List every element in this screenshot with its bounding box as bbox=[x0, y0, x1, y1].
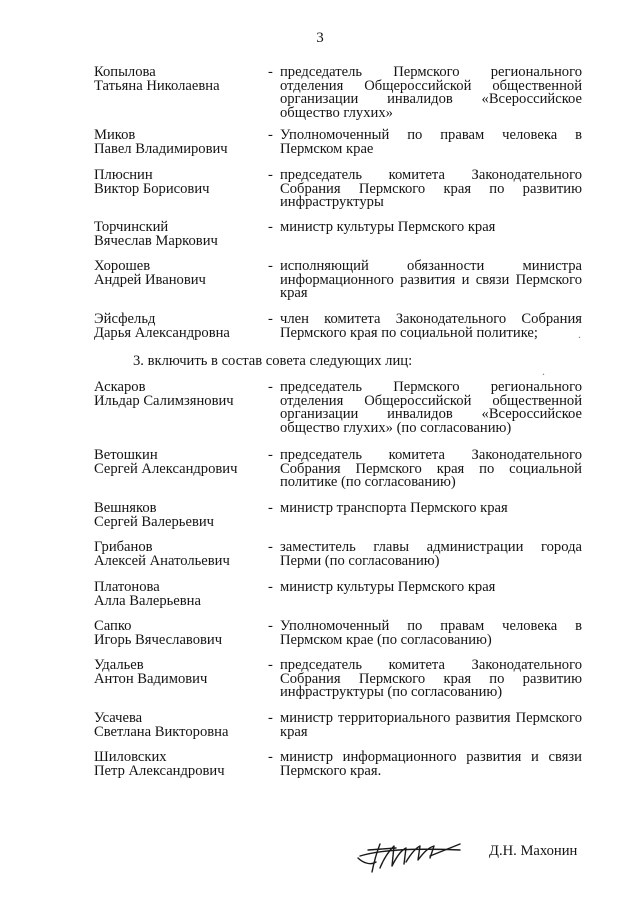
member-name bbox=[94, 659, 274, 686]
member-surname: Усачева bbox=[94, 710, 143, 726]
member-role: заместитель главы администрации города Перми (по согласованию) bbox=[280, 539, 582, 569]
member-given-name: Вячеслав Маркович bbox=[94, 232, 218, 249]
member-role: министр культуры Пермского края bbox=[280, 579, 496, 595]
member-name bbox=[94, 712, 274, 739]
member-surname: Миков bbox=[94, 127, 136, 143]
member-given-name: Татьяна Николаевна bbox=[94, 77, 220, 94]
member-surname: Удальев bbox=[94, 657, 144, 673]
list-dash: - bbox=[268, 311, 273, 327]
member-given-name: Алексей Анатольевич bbox=[94, 552, 230, 569]
member-name bbox=[94, 66, 274, 93]
list-dash: - bbox=[268, 710, 273, 726]
member-role: председатель комитета Законодательного Собрания Пермского края по развитию инфраструктуры (по согласованию) bbox=[280, 657, 582, 700]
member-role: член комитета Законодательного Собрания Пермского края по социальной политике; bbox=[280, 311, 582, 341]
member-surname: Плюснин bbox=[94, 167, 153, 183]
list-dash: - bbox=[268, 64, 273, 80]
scan-mark: . bbox=[578, 327, 581, 341]
member-given-name: Павел Владимирович bbox=[94, 140, 228, 157]
member-role: министр транспорта Пермского края bbox=[280, 500, 508, 516]
member-role: Уполномоченный по правам человека в Пермском крае (по согласованию) bbox=[280, 618, 582, 648]
member-given-name: Сергей Александрович bbox=[94, 460, 238, 477]
member-given-name: Виктор Борисович bbox=[94, 180, 210, 197]
member-given-name: Андрей Иванович bbox=[94, 271, 206, 288]
member-role: министр культуры Пермского края bbox=[280, 219, 496, 235]
member-role: министр информационного развития и связи Пермского края. bbox=[280, 749, 582, 779]
member-given-name: Сергей Валерьевич bbox=[94, 513, 214, 530]
member-surname: Ветошкин bbox=[94, 447, 158, 463]
scan-mark: . bbox=[542, 364, 545, 378]
member-role: министр территориального развития Пермского края bbox=[280, 710, 582, 740]
list-dash: - bbox=[268, 447, 273, 463]
member-name bbox=[94, 751, 274, 778]
list-dash: - bbox=[268, 167, 273, 183]
list-dash: - bbox=[268, 258, 273, 274]
member-role: Уполномоченный по правам человека в Пермском крае bbox=[280, 127, 582, 157]
member-name bbox=[94, 221, 274, 248]
member-surname: Аскаров bbox=[94, 379, 146, 395]
member-name bbox=[94, 502, 274, 529]
member-name bbox=[94, 541, 274, 568]
list-dash: - bbox=[268, 539, 273, 555]
member-given-name: Антон Вадимович bbox=[94, 670, 208, 687]
list-dash: - bbox=[268, 657, 273, 673]
member-name bbox=[94, 260, 274, 287]
member-given-name: Игорь Вячеславович bbox=[94, 631, 223, 648]
member-surname: Вешняков bbox=[94, 500, 157, 516]
member-role: председатель комитета Законодательного Собрания Пермского края по развитию инфраструктуры bbox=[280, 167, 582, 210]
member-surname: Торчинский bbox=[94, 219, 169, 235]
member-name bbox=[94, 449, 274, 476]
member-name bbox=[94, 313, 274, 340]
member-name bbox=[94, 620, 274, 647]
member-surname: Эйсфельд bbox=[94, 311, 156, 327]
member-given-name: Ильдар Салимзянович bbox=[94, 392, 234, 409]
list-dash: - bbox=[268, 749, 273, 765]
member-name bbox=[94, 169, 274, 196]
member-given-name: Светлана Викторовна bbox=[94, 723, 229, 740]
member-name bbox=[94, 129, 274, 156]
member-given-name: Петр Александрович bbox=[94, 762, 225, 779]
member-surname: Платонова bbox=[94, 579, 160, 595]
member-surname: Хорошев bbox=[94, 258, 151, 274]
signer-name: Д.Н. Махонин bbox=[489, 843, 578, 859]
list-dash: - bbox=[268, 379, 273, 395]
member-surname: Шиловских bbox=[94, 749, 167, 765]
page-number: 3 bbox=[316, 30, 324, 46]
member-given-name: Алла Валерьевна bbox=[94, 592, 201, 609]
member-given-name: Дарья Александровна bbox=[94, 324, 230, 341]
list-dash: - bbox=[268, 579, 273, 595]
member-role: председатель Пермского регионального отделения Общероссийской общественной организации инвалидов «Всероссийское общество глухих» bbox=[280, 64, 582, 121]
list-dash: - bbox=[268, 618, 273, 634]
list-dash: - bbox=[268, 127, 273, 143]
member-name bbox=[94, 381, 274, 408]
member-role: председатель Пермского регионального отделения Общероссийской общественной организации инвалидов «Всероссийское общество глухих» (по согласованию) bbox=[280, 379, 582, 436]
handwritten-signature bbox=[350, 832, 480, 878]
list-dash: - bbox=[268, 500, 273, 516]
member-surname: Копылова bbox=[94, 64, 156, 80]
member-role: исполняющий обязанности министра информационного развития и связи Пермского края bbox=[280, 258, 582, 301]
member-surname: Грибанов bbox=[94, 539, 153, 555]
member-surname: Сапко bbox=[94, 618, 132, 634]
member-name bbox=[94, 581, 274, 608]
member-role: председатель комитета Законодательного Собрания Пермского края по социальной политике (по согласованию) bbox=[280, 447, 582, 490]
section-heading: 3. включить в состав совета следующих лиц: bbox=[133, 353, 413, 369]
list-dash: - bbox=[268, 219, 273, 235]
